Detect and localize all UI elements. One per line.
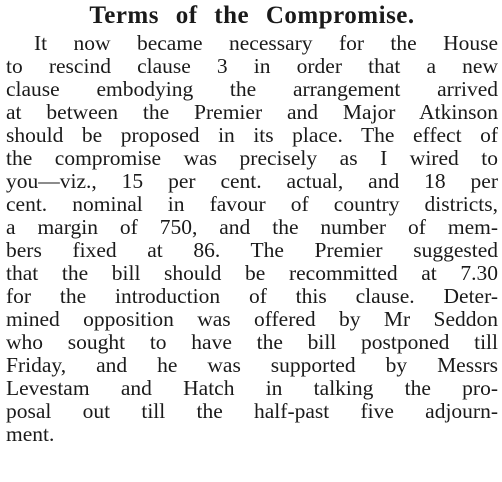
article-line-1: It now became necessary for the House: [34, 32, 498, 55]
article-line-18: ment.: [6, 423, 55, 446]
article-line-13: mined opposition was offered by Mr Seddon: [6, 308, 498, 331]
article-line-5: should be proposed in its place. The effect of: [6, 124, 498, 147]
article-line-7: you—viz., 15 per cent. actual, and 18 per: [6, 170, 498, 193]
article-line-10: bers fixed at 86. The Premier suggested: [6, 239, 498, 262]
article-line-3: clause embodying the arrangement arrived: [6, 78, 498, 101]
article-line-17: posal out till the half-past five adjourn-: [6, 400, 498, 423]
article-line-8: cent. nominal in favour of country districts,: [6, 193, 498, 216]
article-line-6: the compromise was precisely as I wired to: [6, 147, 498, 170]
article-line-9: a margin of 750, and the number of mem-: [6, 216, 498, 239]
newspaper-article: [6, 0, 498, 482]
article-line-16: Levestam and Hatch in talking the pro-: [6, 377, 498, 400]
article-line-12: for the introduction of this clause. Deter-: [6, 285, 498, 308]
article-line-14: who sought to have the bill postponed till: [6, 331, 498, 354]
article-line-11: that the bill should be recommitted at 7.30: [6, 262, 498, 285]
article-headline: Terms of the Compromise.: [89, 2, 415, 29]
article-line-15: Friday, and he was supported by Messrs: [6, 354, 498, 377]
article-line-2: to rescind clause 3 in order that a new: [6, 55, 498, 78]
article-body: [6, 32, 498, 446]
article-line-4: at between the Premier and Major Atkinson: [6, 101, 498, 124]
